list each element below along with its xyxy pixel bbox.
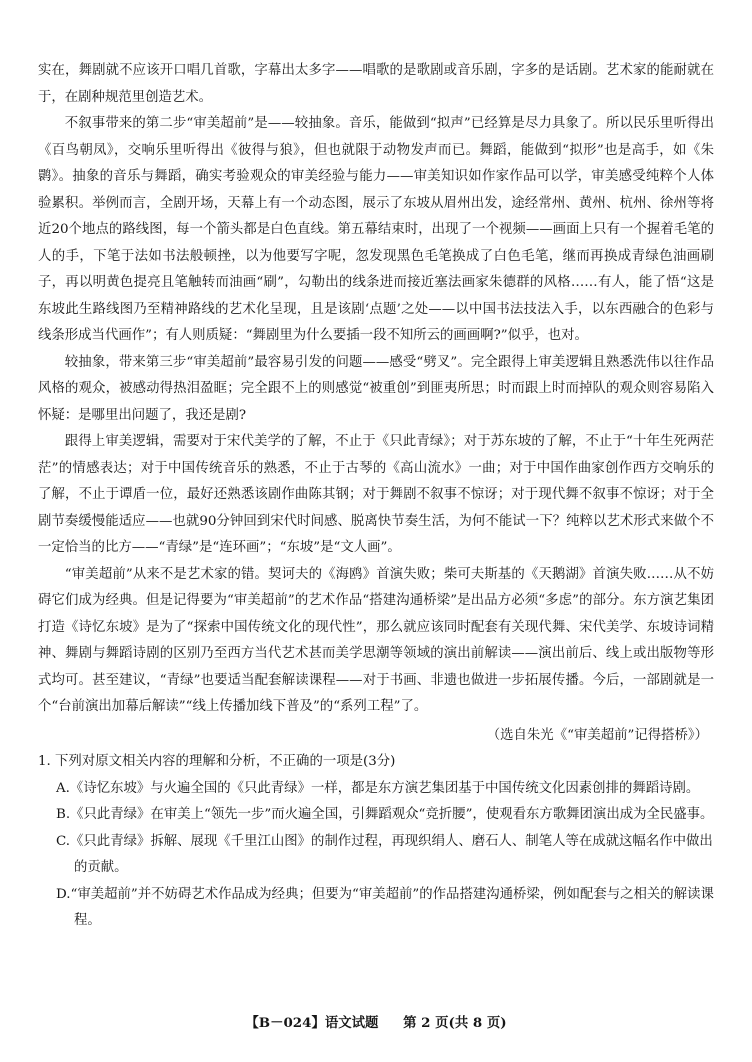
passage-paragraph-1: 实在，舞剧就不应该开口唱几首歌，字幕出太多字——唱歌的是歌剧或音乐剧，字多的是话剧。艺术家的能耐就在于，在剧种规范里创造艺术。 [38,63,714,105]
option-b: B.《只此青绿》在审美上“领先一步”而火遍全国，引舞蹈观众“竞折腰”，使观看东方歌舞团演出成为全民盛事。 [56,807,714,822]
question-stem: 1. 下列对原文相关内容的理解和分析，不正确的一项是(3分) [38,754,396,769]
passage-source: （选自朱光《“审美超前”记得搭桥》） [486,727,708,743]
option-a: A.《诗忆东坡》与火遍全国的《只此青绿》一样，都是东方演艺集团基于中国传统文化因素创排的舞蹈诗剧。 [56,780,700,796]
option-c: C.《只此青绿》拆解、展现《千里江山图》的制作过程，再现织绢人、磨石人、制笔人等在成就这幅名作中做出的贡献。 [56,833,713,875]
exam-code: 【B－024】语文试题 [245,1015,379,1031]
passage-paragraph-3: 较抽象，带来第三步“审美超前”最容易引发的问题——感受“劈叉”。完全跟得上审美逻辑且熟悉洗伟以往作品风格的观众，被感动得热泪盈眶；完全跟不上的则感觉“被重创”到匪夷所思；时而跟上时而掉队的观众则容易陷入怀疑：是哪里出问题了，我还是剧? [38,354,714,423]
page-number: 第 2 页(共 8 页) [403,1015,507,1031]
option-d: D.“审美超前”并不妨碍艺术作品成为经典；但要为“审美超前”的作品搭建沟通桥梁，例如配套与之相关的解读课程。 [56,886,714,928]
page-footer [0,1012,752,1031]
passage-paragraph-5: “审美超前”从来不是艺术家的错。契诃夫的《海鸥》首演失败；柴可夫斯基的《天鹅湖》首演失败……从不妨碍它们成为经典。但是记得要为“审美超前”的艺术作品“搭建沟通桥梁”是出品方必须“多虑”的部分。东方演艺集团打造《诗忆东坡》是为了“探索中国传统文化的现代性”，那么就应该同时配套有关现代舞、宋代美学、东坡诗词精神、舞剧与舞蹈诗剧的区别乃至西方当代艺术甚而美学思潮等领域的演出前解读——演出前后、线上或出版物等形式均可。甚至建议，“青绿”也要适当配套解读课程——对于书画、非遗也做进一步拓展传播。今后，一部剧就是一个“台前演出加幕后解读”“线上传播加线下普及”的“系列工程”了。 [38,566,714,714]
passage-paragraph-2: 不叙事带来的第二步“审美超前”是——较抽象。音乐，能做到“拟声”已经算是尽力具象了。所以民乐里听得出《百鸟朝凤》，交响乐里听得出《彼得与狼》，但也就限于动物发声而已。舞蹈，能做到“拟形”也是高手，如《朱鹮》。抽象的音乐与舞蹈，确实考验观众的审美经验与能力——审美知识如作家作品可以学，审美感受纯粹个人体验累积。举例而言，全剧开场，天幕上有一个动态图，展示了东坡从眉州出发，途经常州、黄州、杭州、徐州等将近20个地点的路线图，每一个箭头都是白色直线。第五幕结束时，出现了一个视频——画面上只有一个握着毛笔的人的手，下笔于法如书法般顿挫，以为他要写字呢，忽发现黑色毛笔换成了白色毛笔，继而再换成青绿色油画刷子，再以明黄色提亮且笔触转而油画“刷”，勾勒出的线条进而接近塞法画家朱德群的风格……有人，能了悟“这是东坡此生路线图乃至精神路线的艺术化呈现，且是该剧‘点题’之处——以中国书法技法入手，以东西融合的色彩与线条形成当代画作”；有人则质疑：“舞剧里为什么要插一段不知所云的画画啊?”似乎，也对。 [38,116,714,343]
passage-paragraph-4: 跟得上审美逻辑，需要对于宋代美学的了解，不止于《只此青绿》；对于苏东坡的了解，不止于“十年生死两茫茫”的情感表达；对于中国传统音乐的熟悉，不止于古琴的《高山流水》一曲；对于中国作曲家创作西方交响乐的了解，不止于谭盾一位，最好还熟悉该剧作曲陈其钢；对于舞剧不叙事不惊讶；对于现代舞不叙事不惊讶；对于全剧节奏缓慢能适应——也就90分钟回到宋代时间感、脱离快节奏生活，为何不能试一下？纯粹以艺术形式来做个不一定恰当的比方——“青绿”是“连环画”；“东坡”是“文人画”。 [38,434,714,555]
